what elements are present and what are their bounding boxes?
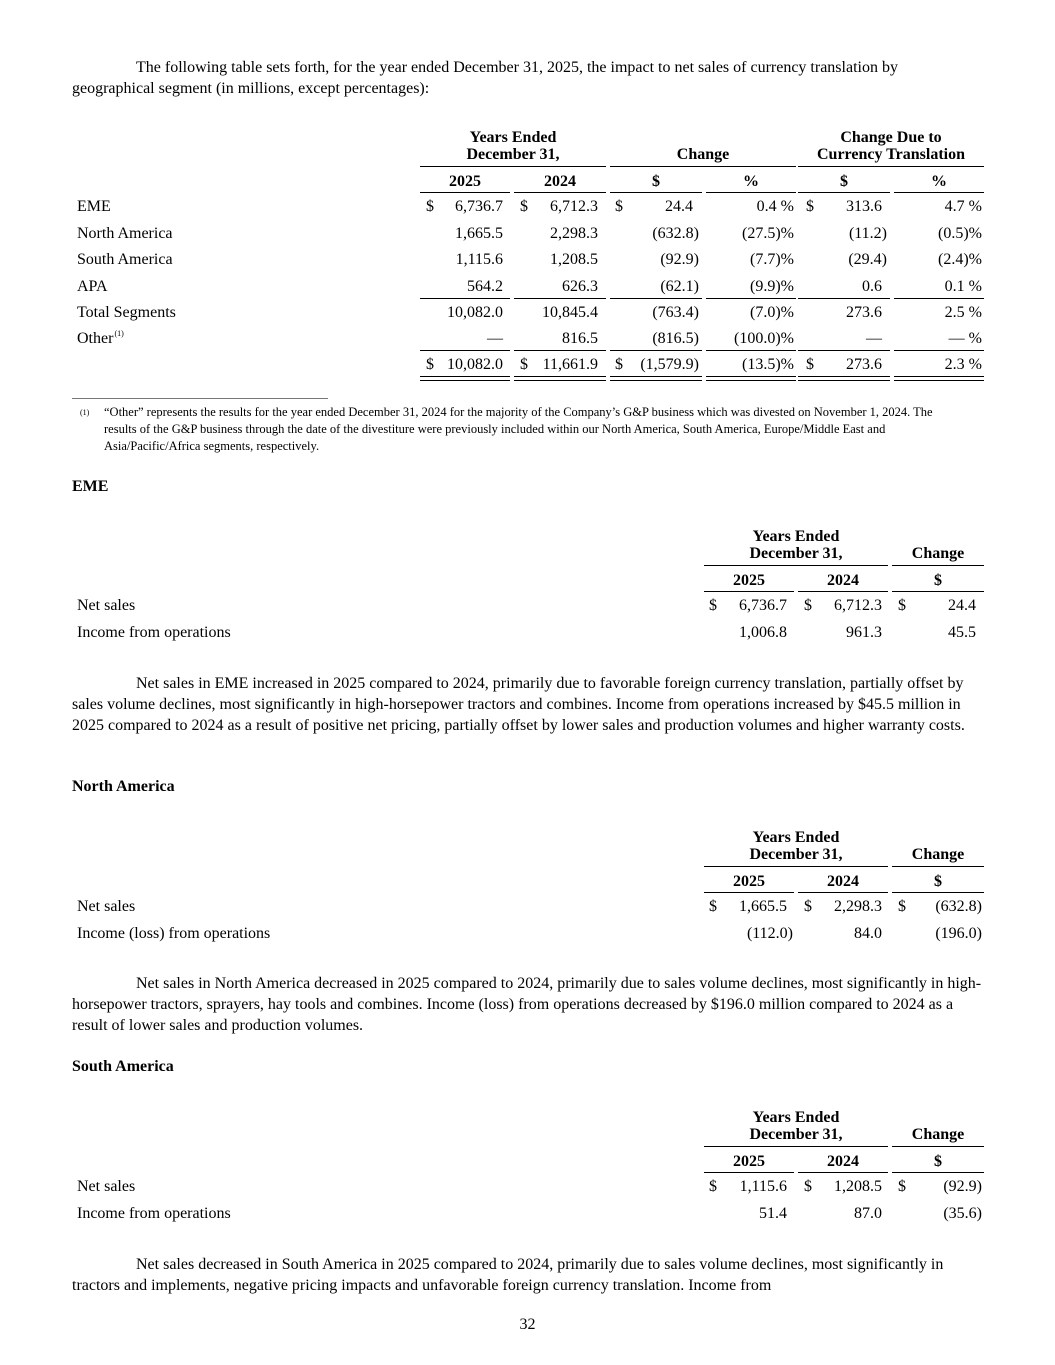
cell-change: (92.9) [660,251,699,268]
cell-change: (196.0) [935,925,982,942]
section-title-south-america: South America [72,1058,174,1075]
currency-sign: $ [520,198,528,215]
footnote-ref: (1) [114,330,124,338]
row-label-text: South America [77,251,173,268]
currency-sign: $ [804,898,812,915]
cell-currency: 273.6 [846,304,882,321]
divider [798,591,888,592]
footnote-marker: (1) [80,408,90,417]
divider [892,866,984,867]
divider [704,1172,794,1173]
divider [892,1146,984,1147]
col-dollar-header: $ [934,1153,942,1170]
col-2025-header: 2025 [449,173,481,190]
cell-2025: 1,006.8 [739,624,787,641]
cell-2025: 6,736.7 [739,597,787,614]
currency-sign: $ [898,1178,906,1195]
divider [704,565,888,566]
years-ended-line2: December 31, [466,146,560,163]
col-2024-header: 2024 [827,1153,859,1170]
divider [704,892,794,893]
double-underline [610,376,702,381]
table-row-label [77,597,699,615]
years-line1: Years Ended [752,1109,840,1126]
divider [798,892,888,893]
cell-2024: 10,845.4 [542,304,598,321]
row-label-text: Income from operations [77,1205,231,1222]
currency-sign: $ [426,356,434,373]
divider [798,192,890,193]
divider [420,192,510,193]
table-row-label [77,925,699,943]
col-cur-pct-header: % [931,173,947,190]
cell-2025: 1,115.6 [739,1178,787,1195]
col-change-dollar-header: $ [652,173,660,190]
currency-sign: $ [898,597,906,614]
row-label-text: Net sales [77,1178,136,1195]
years-ended-header [704,829,888,863]
double-underline [798,376,890,381]
divider [892,591,984,592]
cell-2024: 6,712.3 [550,198,598,215]
cell-change: 45.5 [948,624,976,641]
table-row-label [77,1205,699,1223]
cell-currency-pct: — % [948,330,982,347]
cell-change: (35.6) [943,1205,982,1222]
section-title-north-america: North America [72,778,175,795]
divider [704,1146,888,1147]
cell-2024: 626.3 [562,278,598,295]
intro-paragraph: The following table sets forth, for the year ended December 31, 2025, the impact to net sales of currency translation by geographical segment (in millions, except percentages): [72,59,898,97]
row-label-text: North America [77,225,173,242]
divider [798,166,984,167]
cell-change: (92.9) [943,1178,982,1195]
footnote-text: “Other” represents the results for the year ended December 31, 2024 for the majority of the Company’s G&P business which was divested on November 1, 2024. The results of the G&P business through the date of the divestiture were previously included within our North America, South America, Europe/Middle East and Asia/Pacific/Africa segments, respectively. [104,405,933,453]
double-underline [514,376,606,381]
divider [706,298,796,299]
cell-change: (632.8) [652,225,699,242]
table-row-label [77,898,699,916]
cell-currency: (29.4) [848,251,887,268]
divider [894,350,984,351]
cell-change: (816.5) [652,330,699,347]
cell-2025: 1,115.6 [455,251,503,268]
col-2024-header: 2024 [827,572,859,589]
currency-sign: $ [806,198,814,215]
currency-sign: $ [520,356,528,373]
cell-2025: 564.2 [467,278,503,295]
eme-paragraph: Net sales in EME increased in 2025 compared to 2024, primarily due to favorable foreign currency translation, partially offset by sales volume declines, most significantly in high-horsepower tractors and combines. Income from operations increased by $45.5 million in 2025 compared to 2024 as a result of positive net pricing, partially offset by lower sales and production volumes and higher warranty costs. [72,675,965,734]
currency-sign: $ [615,198,623,215]
divider [704,866,888,867]
table-row-label [77,198,415,216]
divider [798,350,890,351]
cell-currency: — [866,330,882,347]
divider [610,350,702,351]
divider [610,298,702,299]
currency-sign: $ [804,1178,812,1195]
leader-dots [77,610,699,611]
col-2025-header: 2025 [733,873,765,890]
cell-2024: 961.3 [846,624,882,641]
divider [514,192,606,193]
years-ended-line1: Years Ended [469,129,557,146]
col-2025-header: 2025 [733,1153,765,1170]
currency-sign: $ [709,1178,717,1195]
divider [420,166,606,167]
divider [892,892,984,893]
cell-change: (763.4) [652,304,699,321]
cell-change: (632.8) [935,898,982,915]
cell-2025: 10,082.0 [447,304,503,321]
divider [894,192,984,193]
table-row-label [77,624,699,642]
change-header: Change [911,1126,965,1143]
leader-dots [77,1191,699,1192]
col-change-pct-header: % [743,173,759,190]
divider [706,350,796,351]
cell-2025: — [487,330,503,347]
col-2024-header: 2024 [544,173,576,190]
col-dollar-header: $ [934,572,942,589]
north-america-paragraph: Net sales in North America decreased in 2025 compared to 2024, primarily due to sales volume declines, most significantly in high-horsepower tractors, sprayers, hay tools and combines. Income (loss) from operations decreased by $196.0 million compared to 2024 as a result of lower sales and production volumes. [72,975,982,1034]
currency-line2: Currency Translation [816,146,965,163]
divider [610,166,796,167]
row-label-text: Other [77,330,114,347]
divider [610,192,702,193]
currency-sign: $ [709,898,717,915]
cell-change: 24.4 [948,597,976,614]
currency-sign: $ [898,898,906,915]
currency-sign: $ [804,597,812,614]
cell-currency-pct: 0.1 % [944,278,982,295]
row-label-text: Income (loss) from operations [77,925,271,942]
table-row-label [77,225,415,243]
row-label-text: Net sales [77,597,136,614]
years-ended-header [704,528,888,562]
currency-translation-header [798,129,984,163]
cell-2024: 1,208.5 [834,1178,882,1195]
cell-currency-pct: (0.5)% [938,225,982,242]
cell-change-pct: (100.0)% [734,330,794,347]
south-america-paragraph: Net sales decreased in South America in 2025 compared to 2024, primarily due to sales volume declines, most significantly in tractors and implements, negative pricing impacts and unfavorable foreign currency translation. Income from [72,1256,944,1294]
cell-change-pct: (27.5)% [742,225,794,242]
divider [704,591,794,592]
section-title-eme: EME [72,478,109,495]
col-dollar-header: $ [934,873,942,890]
cell-currency-pct: 2.3 % [944,356,982,373]
years-line2: December 31, [749,846,843,863]
years-ended-header [704,1109,888,1143]
cell-change-pct: (9.9)% [750,278,794,295]
leader-dots [77,211,415,212]
cell-change-pct: (7.7)% [750,251,794,268]
cell-change: 24.4 [665,198,693,215]
cell-2025: 1,665.5 [455,225,503,242]
cell-2025: 1,665.5 [739,898,787,915]
col-cur-dollar-header: $ [840,173,848,190]
cell-change-pct: (7.0)% [750,304,794,321]
row-label-text: Income from operations [77,624,231,641]
table-row-label [77,278,415,296]
cell-change-pct: (13.5)% [742,356,794,373]
cell-currency: (11.2) [848,225,887,242]
change-header: Change [676,146,730,163]
row-label-text: Total Segments [77,304,176,321]
double-underline [706,376,796,381]
currency-line1: Change Due to [840,129,942,146]
leader-dots [77,291,415,292]
cell-2025: 10,082.0 [447,356,503,373]
years-line2: December 31, [749,545,843,562]
years-line2: December 31, [749,1126,843,1143]
years-ended-header [420,129,606,163]
cell-change-pct: 0.4 % [756,198,794,215]
divider [894,298,984,299]
cell-2024: 816.5 [562,330,598,347]
cell-2025: 6,736.7 [455,198,503,215]
cell-change: (1,579.9) [640,356,699,373]
divider [420,350,510,351]
col-2025-header: 2025 [733,572,765,589]
divider [892,565,984,566]
cell-currency: 273.6 [846,356,882,373]
years-line1: Years Ended [752,829,840,846]
currency-sign: $ [615,356,623,373]
cell-2024: 84.0 [854,925,882,942]
divider [798,298,890,299]
years-line1: Years Ended [752,528,840,545]
table-row-label [77,251,415,269]
leader-dots [77,911,699,912]
divider [514,298,606,299]
row-label-text: Net sales [77,898,136,915]
change-header: Change [911,545,965,562]
cell-currency-pct: (2.4)% [938,251,982,268]
cell-currency-pct: 2.5 % [944,304,982,321]
cell-2024: 6,712.3 [834,597,882,614]
cell-2024: 2,298.3 [834,898,882,915]
row-label-text: EME [77,198,111,215]
double-underline [420,376,510,381]
divider [420,298,510,299]
cell-change: (62.1) [660,278,699,295]
divider [798,1172,888,1173]
table-row-label [77,330,415,348]
change-header: Change [911,846,965,863]
col-2024-header: 2024 [827,873,859,890]
cell-2025: (112.0) [746,925,793,942]
cell-2024: 11,661.9 [542,356,598,373]
table-row-label [77,1178,699,1196]
cell-currency: 313.6 [846,198,882,215]
cell-2025: 51.4 [759,1205,787,1222]
divider [706,192,796,193]
divider [514,350,606,351]
currency-sign: $ [709,597,717,614]
table-row-label [77,304,415,322]
page-number: 32 [519,1316,536,1333]
divider [892,1172,984,1173]
currency-sign: $ [426,198,434,215]
double-underline [894,376,984,381]
cell-currency-pct: 4.7 % [944,198,982,215]
currency-sign: $ [806,356,814,373]
row-label-text: APA [77,278,108,295]
footnote-rule [72,398,328,399]
cell-2024: 87.0 [854,1205,882,1222]
cell-2024: 2,298.3 [550,225,598,242]
cell-currency: 0.6 [862,278,882,295]
cell-2024: 1,208.5 [550,251,598,268]
